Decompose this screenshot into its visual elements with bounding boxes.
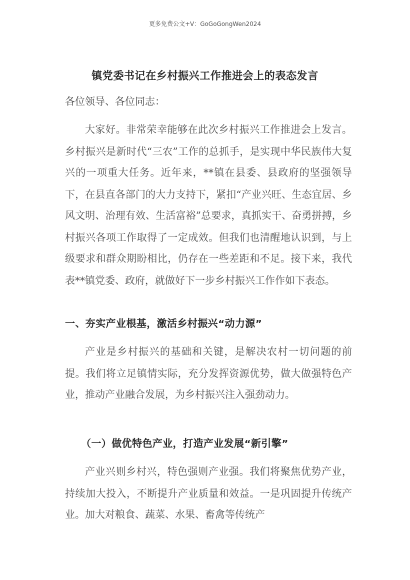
paragraph-intro: 大家好。非常荣幸能够在此次乡村振兴工作推进会上发言。乡村振兴是新时代“三农”工作的总抓手，是实现中华民族伟大复兴的一项重大任务。近年来，**镇在县委、县政府的坚强领导下，在县直各部门的大力支持下，紧扣“产业兴旺、生态宜居、乡风文明、治理有效、生活富裕”总要求，真抓实干、奋勇拼搏，乡村振兴各项工作取得了一定成效。但我们也清醒地认识到，与上级要求和群众期盼相比，仍存在一些差距和不足。接下来，我代表**镇党委、政府，就做好下一步乡村振兴工作作如下表态。: [65, 125, 352, 287]
section-heading-1: 一、夯实产业根基，激活乡村振兴“动力源”: [65, 319, 263, 330]
document-title: 镇党委书记在乡村振兴工作推进会上的表态发言: [91, 70, 319, 82]
paragraph-specialty: 产业兴则乡村兴，特色强则产业强。我们将聚焦优势产业，持续加大投入，不断提升产业质量和效益。一是巩固提升传统产业。加大对粮食、蔬菜、水果、畜禽等传统产: [65, 467, 352, 521]
paragraph-industry: 产业是乡村振兴的基础和关键，是解决农村一切问题的前提。我们将立足镇情实际，充分发挥资源优势，做大做强特色产业，推动产业融合发展，为乡村振兴注入强劲动力。: [65, 347, 352, 401]
header-watermark: 更多免费公文+V：GoGoGongWen2024: [148, 21, 262, 28]
salutation: 各位领导、各位同志：: [65, 97, 165, 108]
subsection-heading-1: （一）做优特色产业，打造产业发展“新引擎”: [81, 439, 289, 450]
